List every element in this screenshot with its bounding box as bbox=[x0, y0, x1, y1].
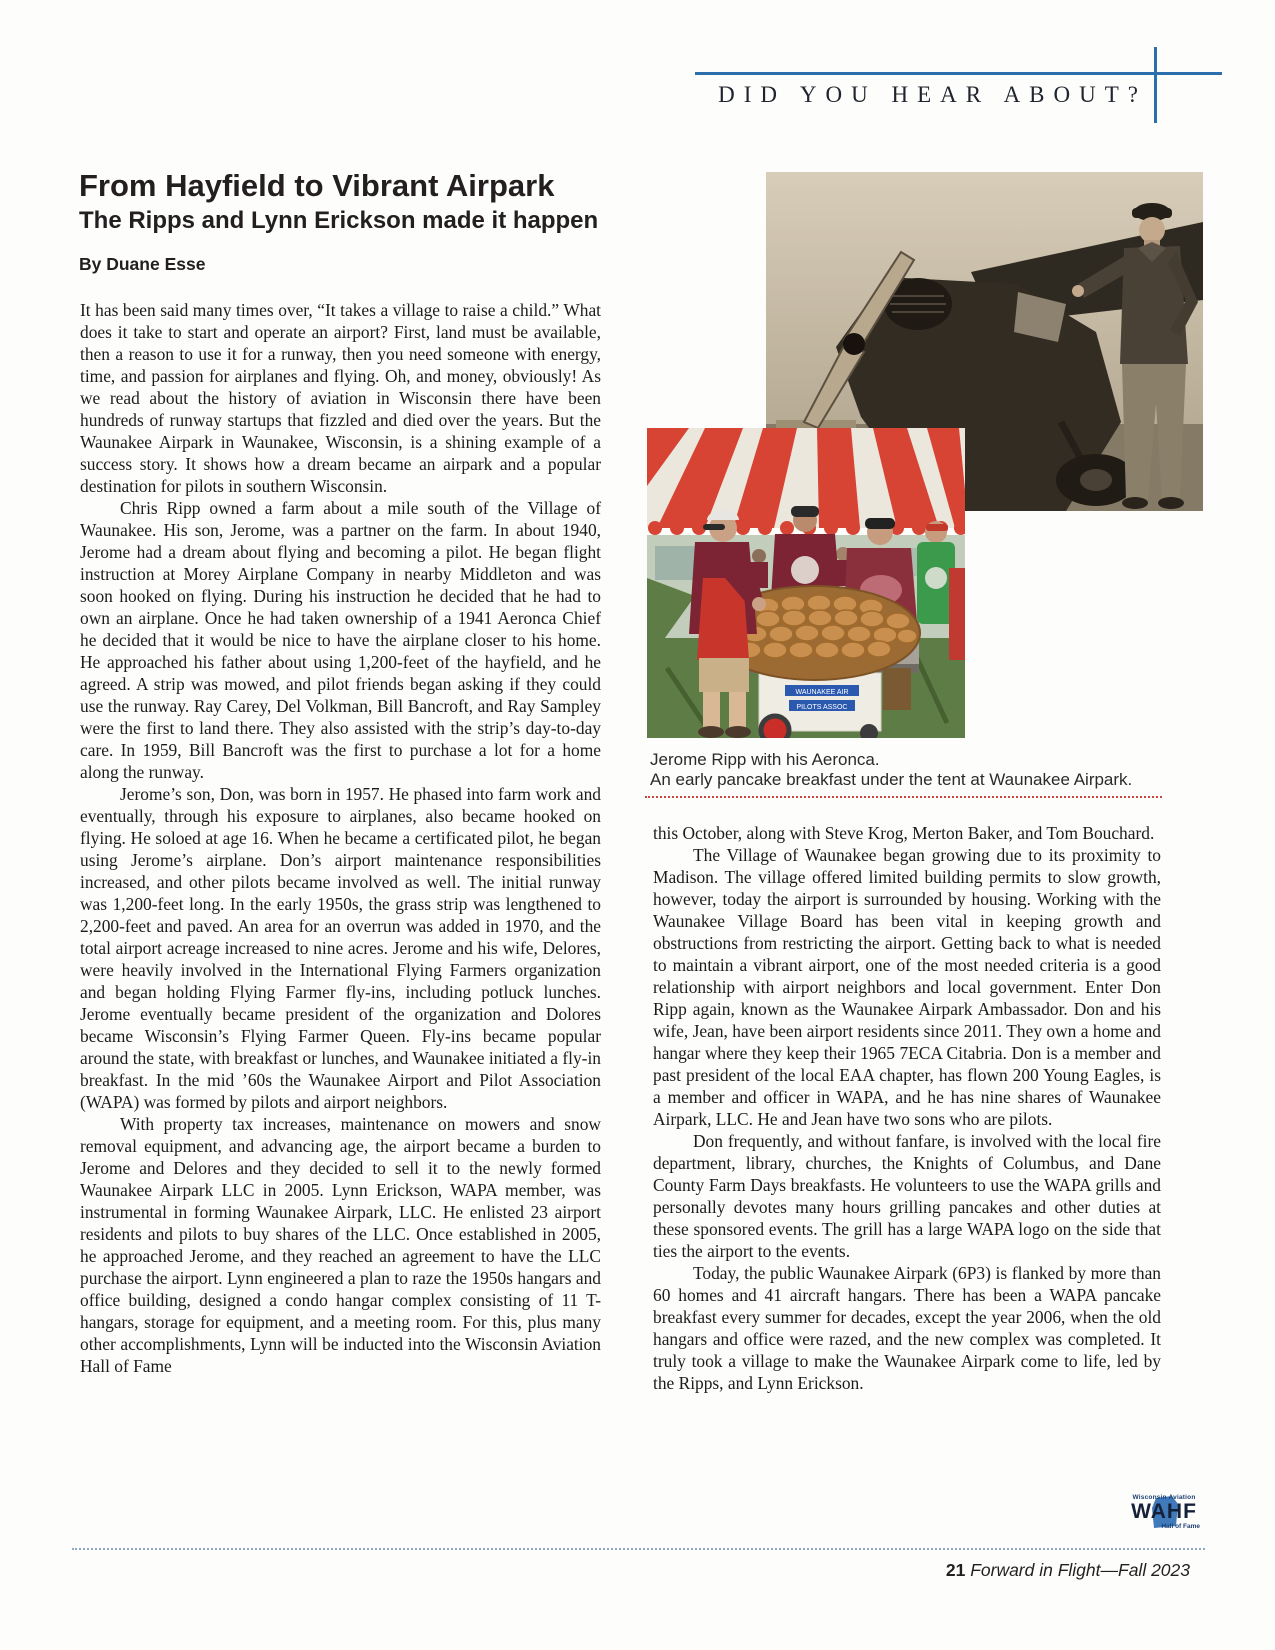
photo-pancake-breakfast bbox=[647, 428, 965, 738]
paragraph: The Village of Waunakee began growing due to its proximity to Madison. The village offered limited building permits to slow growth, however, today the airport is surrounded by housing. Working with the Waunakee Village Board has been vital in keeping growth and obstructions from restricting the airport. Getting back to what is needed to maintain a vibrant airport, one of the most needed criteria is a good relationship with airport neighbors and local government. Enter Don Ripp again, known as the Waunakee Airpark Ambassador. Don and his wife, Jean, have been airport residents since 2011. They own a home and hangar where they keep their 1965 7ECA Citabria. Don is a member and past president of the local EAA chapter, has flown 200 Young Eagles, is a member and officer in WAPA, and he has nine shares of Waunakee Airpark, LLC. He and Jean have two sons who are pilots. bbox=[653, 845, 1161, 1129]
paragraph: With property tax increases, maintenance on mowers and snow removal equipment, and advancing age, the airport became a burden to Jerome and Delores and they decided to sell it to the newly formed Waunakee Airpark LLC in 2005. Lynn Erickson, WAPA member, was instrumental in forming Waunakee Airpark, LLC. He enlisted 23 airport residents and pilots to buy shares of the LLC. Once established in 2005, he approached Jerome, and they reached an agreement to have the LLC purchase the airport. Lynn engineered a plan to raze the 1950s hangars and office building, designed a condo hangar complex consisting of 11 T-hangars, storage for equipment, and a meeting room. For this, plus many other accomplishments, Lynn will be inducted into the Wisconsin Aviation Hall of Fame bbox=[80, 1114, 601, 1376]
paragraph: this October, along with Steve Krog, Merton Baker, and Tom Bouchard. bbox=[653, 823, 1155, 843]
paragraph: Don frequently, and without fanfare, is involved with the local fire department, library, churches, the Knights of Columbus, and Dane County Farm Days breakfasts. He volunteers to use the WAPA grills and personally devotes many hours grilling pancakes and other duties at these sponsored events. The grill has a large WAPA logo on the side that ties the airport to the events. bbox=[653, 1131, 1161, 1261]
kicker-horizontal-rule bbox=[695, 72, 1222, 75]
caption-pancake: An early pancake breakfast under the tent at Waunakee Airpark. bbox=[650, 769, 1133, 789]
paragraph: It has been said many times over, “It takes a village to raise a child.” What does it take to start and operate an airport? First, land must be available, then a reason to use it for a runway, then you need someone with energy, time, and passion for airplanes and flying. Oh, and money, obviously! As we read about the history of aviation in Wisconsin there have been hundreds of runway startups that fizzled and died over the years. But the Waunakee Airpark in Waunakee, Wisconsin, is a shining example of a success story. It shows how a dream became an airpark and a popular destination for pilots in southern Wisconsin. bbox=[80, 300, 601, 496]
text-column-right bbox=[653, 822, 1161, 1394]
article-title: From Hayfield to Vibrant Airpark bbox=[79, 168, 555, 203]
cart-sign-line1: WAUNAKEE AIR bbox=[795, 689, 849, 696]
cart-sign-line2: PILOTS ASSOC bbox=[796, 704, 848, 711]
caption-divider-dotted bbox=[645, 796, 1162, 798]
pancake-photo-illustration bbox=[647, 428, 965, 738]
paragraph: Today, the public Waunakee Airpark (6P3) is flanked by more than 60 homes and 41 aircraft hangars. There has been a WAPA pancake breakfast every summer for decades, except the year 2006, when the old hangars and office were razed, and the new complex was completed. It truly took a village to make the Waunakee Airpark come to life, led by the Ripps, and Lynn Erickson. bbox=[653, 1263, 1161, 1393]
kicker-vertical-rule bbox=[1154, 47, 1157, 123]
text-column-left bbox=[80, 299, 601, 1377]
photo-captions bbox=[650, 750, 1165, 789]
article-subtitle: The Ripps and Lynn Erickson made it happen bbox=[79, 207, 599, 234]
footer-divider-dotted bbox=[72, 1548, 1205, 1550]
article-byline: By Duane Esse bbox=[79, 254, 206, 274]
paragraph: Jerome’s son, Don, was born in 1957. He phased into farm work and eventually, through his exposure to airplanes, also became hooked on flying. He soloed at age 16. When he became a certificated pilot, he began using Jerome’s airplane. Don’s airport maintenance responsibilities increased, and other pilots became involved as well. The initial runway was 1,200-feet long. In the early 1950s, the grass strip was lengthened to 2,200-feet and paved. An area for an overrun was added in 1970, and the total airport acreage increased to nine acres. Jerome and his wife, Delores, were heavily involved in the International Flying Farmers organization and began holding Flying Farmer fly-ins, including potluck lunches. Jerome eventually became president of the organization and Dolores became Wisconsin’s Flying Farmer Queen. Fly-ins became popular around the state, with breakfast or lunches, and Waunakee initiated a fly-in breakfast. In the mid ’60s the Waunakee Airport and Pilot Association (WAPA) was formed by pilots and airport neighbors. bbox=[80, 784, 601, 1112]
wahf-logo bbox=[1128, 1494, 1200, 1538]
caption-aeronca: Jerome Ripp with his Aeronca. bbox=[650, 750, 880, 769]
page-footer bbox=[946, 1560, 1190, 1581]
section-kicker: DID YOU HEAR ABOUT? bbox=[718, 82, 1147, 107]
wahf-logo-top-text: Wisconsin Aviation bbox=[1132, 1494, 1196, 1501]
page-number: 21 bbox=[945, 1560, 966, 1580]
publication-title: Forward in Flight—Fall 2023 bbox=[970, 1560, 1190, 1580]
paragraph: Chris Ripp owned a farm about a mile south of the Village of Waunakee. His son, Jerome, was a partner on the farm. In about 1940, Jerome had a dream about flying and becoming a pilot. He began flight instruction at Morey Airplane Company in nearby Middleton and was soon hooked on flying. During his instruction he decided that he had to own an airplane. Once he had taken ownership of a 1941 Aeronca Chief he decided that it would be nice to have the airplane closer to his home. He approached his father about using 1,200-feet of the hayfield, and he agreed. A strip was mowed, and pilot friends began asking if they could use the runway. Ray Carey, Del Volkman, Bill Bancroft, and Ray Sampley were the first to land there. They also assisted with the strip’s day-to-day care. In 1959, Bill Bancroft was the first to purchase a lot for a home along the runway. bbox=[80, 498, 601, 782]
wahf-logo-main-text: WAHF bbox=[1131, 1500, 1197, 1523]
wahf-logo-bottom-text: Hall of Fame bbox=[1161, 1523, 1200, 1530]
